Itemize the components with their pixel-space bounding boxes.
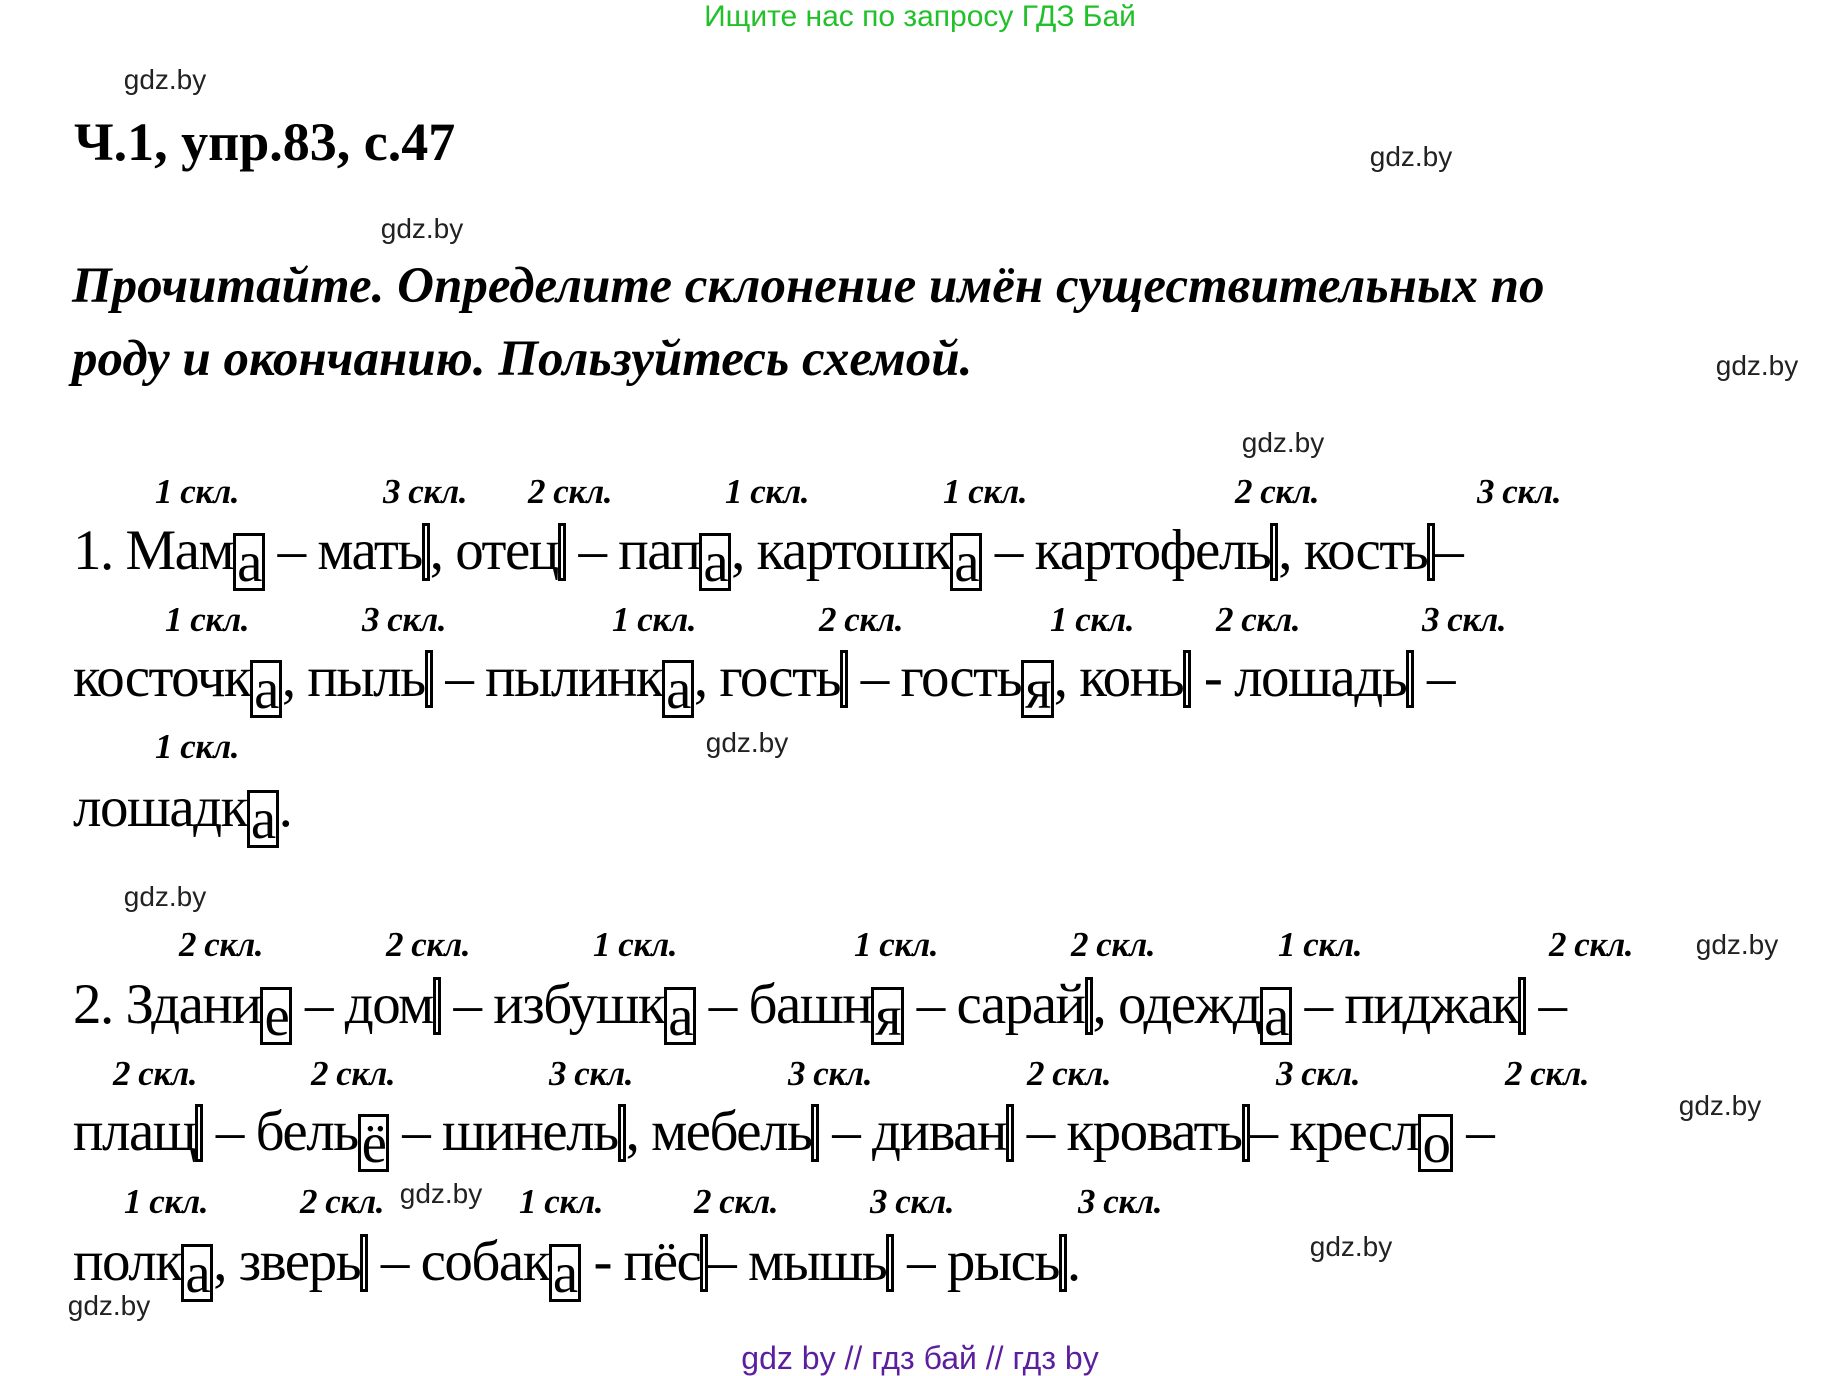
declension-label: 1 скл. [1278,925,1362,964]
word-stem: – собак [368,1230,549,1293]
word-stem: – кровать [1013,1100,1242,1163]
declension-label: 2 скл. [1549,925,1633,964]
declension-label: 1 скл. [943,472,1027,511]
ending-box: а [664,987,696,1045]
ending-box: а [233,533,265,591]
ending-box: я [1021,660,1054,718]
zero-ending-box [840,650,848,708]
page-title: Ч.1, упр.83, с.47 [74,112,456,172]
declension-label: 3 скл. [870,1182,954,1221]
declension-label: 1 скл. [124,1182,208,1221]
zero-ending-box [1085,977,1093,1035]
word-stem: – [1525,973,1566,1036]
declension-label: 3 скл. [788,1054,872,1093]
exercise-line [73,1230,1080,1305]
exercise-line [73,776,292,851]
watermark: gdz.by [1309,1231,1393,1262]
ending-box: а [549,1244,581,1302]
ending-box: а [662,660,694,718]
zero-ending-box [425,650,433,708]
zero-ending-box [1059,1234,1067,1292]
zero-ending-box [422,523,430,581]
word-stem: – [1414,646,1454,709]
exercise-line [73,519,1463,594]
word-stem: – кресл [1249,1100,1419,1163]
exercise-line [73,646,1454,721]
watermark: gdz.by [123,881,207,912]
declension-label: 1 скл. [593,925,677,964]
word-stem: – башн [696,973,872,1036]
declension-label: 2 скл. [113,1054,197,1093]
declension-label: 2 скл. [1505,1054,1589,1093]
word-stem: полк [73,1230,182,1293]
declension-label: 1 скл. [519,1182,603,1221]
ending-box: а [247,790,279,848]
declension-label: 1 скл. [725,472,809,511]
word-stem: , одежд [1092,973,1261,1036]
word-stem: – [1453,1100,1494,1163]
declension-label: 2 скл. [694,1182,778,1221]
word-stem: – [1435,519,1463,582]
word-stem: – дом [292,973,433,1036]
declension-label: 1 скл. [854,925,938,964]
declension-label: 1 скл. [155,472,239,511]
word-stem: 1. Мам [73,519,234,582]
declension-label: 1 скл. [1050,600,1134,639]
word-stem: – бель [203,1100,358,1163]
word-stem: 2. Здани [73,973,261,1036]
search-banner: Ищите нас по запросу ГДЗ Бай [704,0,1136,33]
word-stem: – пиджак [1291,973,1518,1036]
ending-box: а [950,533,982,591]
declension-label: 3 скл. [1276,1054,1360,1093]
word-stem: косточк [73,646,251,709]
word-stem: – избушк [440,973,665,1036]
watermark: gdz.by [1241,427,1325,458]
watermark: gdz.by [1715,350,1799,381]
declension-label: 3 скл. [362,600,446,639]
declension-label: 3 скл. [1477,472,1561,511]
watermark: gdz.by [380,213,464,244]
declension-label: 3 скл. [383,472,467,511]
declension-label: 1 скл. [165,600,249,639]
word-stem: . [1066,1230,1080,1293]
word-stem: – диван [819,1100,1006,1163]
declension-label: 3 скл. [1078,1182,1162,1221]
watermark: gdz.by [399,1178,483,1209]
watermark: gdz.by [1678,1090,1762,1121]
ending-box: о [1418,1114,1453,1172]
zero-ending-box [1242,1104,1250,1162]
word-stem: . [278,776,292,839]
zero-ending-box [558,523,566,581]
declension-label: 2 скл. [386,925,470,964]
word-stem: , кость [1278,519,1428,582]
footer-links: gdz by // гдз бай // гдз by [741,1340,1099,1376]
word-stem: – мышь [708,1230,887,1293]
ending-box: а [699,533,731,591]
declension-label: 2 скл. [819,600,903,639]
zero-ending-box [195,1104,203,1162]
word-stem: – пап [565,519,700,582]
declension-label: 3 скл. [549,1054,633,1093]
word-stem: - пёс [580,1230,701,1293]
watermark: gdz.by [123,64,207,95]
word-stem: – сарай [903,973,1085,1036]
word-stem: – шинель [389,1100,618,1163]
word-stem: – мать [264,519,422,582]
word-stem: , мебель [625,1100,812,1163]
declension-label: 2 скл. [300,1182,384,1221]
zero-ending-box [1006,1104,1014,1162]
declension-label: 1 скл. [155,727,239,766]
watermark: gdz.by [1695,929,1779,960]
word-stem: - лошадь [1191,646,1407,709]
ending-box: я [871,987,904,1045]
word-stem: лошадк [73,776,247,839]
ending-box: а [1260,987,1292,1045]
watermark: gdz.by [1369,141,1453,172]
exercise-line [73,1100,1494,1175]
declension-label: 2 скл. [528,472,612,511]
ending-box: е [260,987,292,1045]
zero-ending-box [1518,977,1526,1035]
word-stem: , отец [429,519,558,582]
word-stem: , гость [693,646,840,709]
zero-ending-box [1183,650,1191,708]
word-stem: – пылинк [432,646,663,709]
word-stem: – рысь [894,1230,1059,1293]
declension-label: 2 скл. [1027,1054,1111,1093]
word-stem: , конь [1053,646,1184,709]
word-stem: плащ [73,1100,196,1163]
word-stem: – гость [847,646,1022,709]
zero-ending-box [360,1234,368,1292]
word-stem: , картошк [731,519,951,582]
declension-label: 2 скл. [1216,600,1300,639]
ending-box: ё [358,1114,390,1172]
watermark: gdz.by [67,1290,151,1321]
declension-label: 2 скл. [1071,925,1155,964]
ending-box: а [181,1244,213,1302]
zero-ending-box [433,977,441,1035]
word-stem: , зверь [213,1230,361,1293]
declension-label: 1 скл. [612,600,696,639]
declension-label: 2 скл. [311,1054,395,1093]
zero-ending-box [618,1104,626,1162]
word-stem: – картофель [982,519,1271,582]
word-stem: , пыль [281,646,425,709]
instruction-line-2: роду и окончанию. Пользуйтесь схемой. [72,331,973,387]
declension-label: 2 скл. [1235,472,1319,511]
declension-label: 3 скл. [1422,600,1506,639]
instruction-line-1: Прочитайте. Определите склонение имён существительных по [72,258,1545,314]
exercise-line [73,973,1566,1048]
watermark: gdz.by [705,727,789,758]
ending-box: а [250,660,282,718]
declension-label: 2 скл. [179,925,263,964]
